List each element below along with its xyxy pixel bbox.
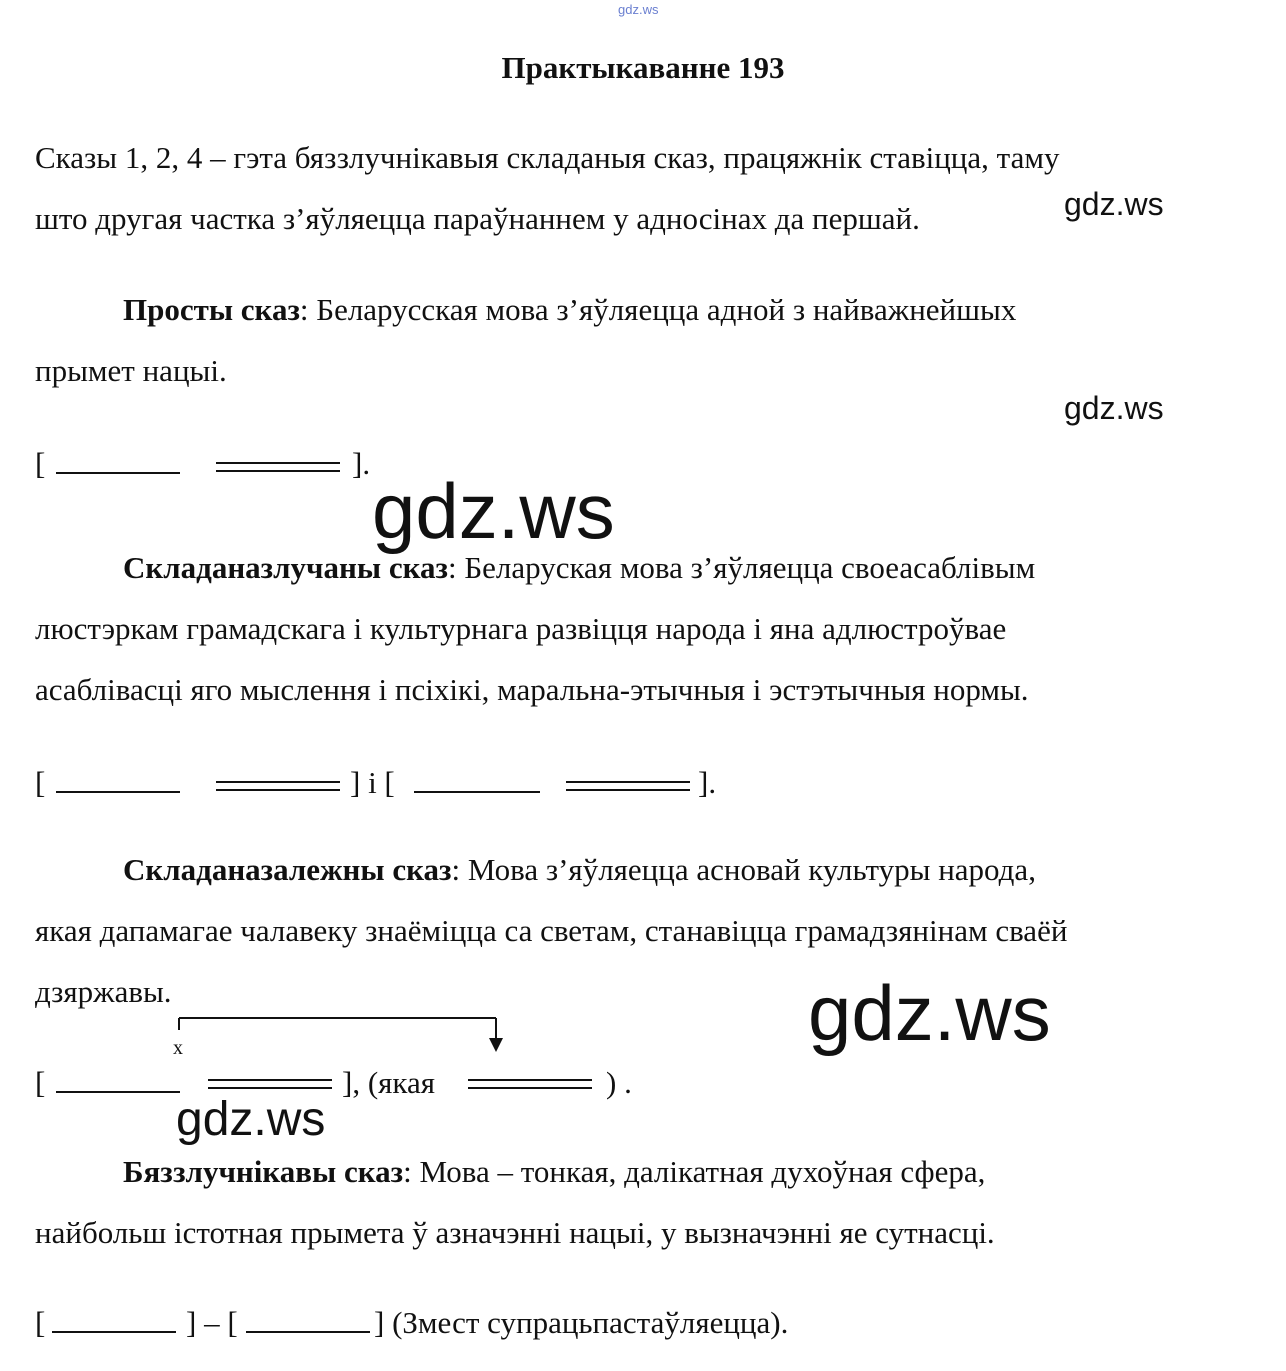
compound-text: : Беларуская мова з’яўляецца своеасаблівым — [447, 550, 1036, 585]
asyndetic-scheme — [35, 1305, 788, 1340]
complex-line-2: якая дапамагае чалавеку знаёміцца са светам, станавіцца грамадзянінам сваёй — [35, 913, 1068, 948]
complex-scheme — [35, 1018, 632, 1100]
watermark: gdz.ws — [372, 467, 615, 555]
compound-scheme — [35, 765, 716, 800]
complex-text: : Мова з’яўляецца асновай культуры народа, — [451, 852, 1036, 887]
watermark: gdz.ws — [1064, 186, 1164, 222]
simple-term: Просты сказ — [123, 292, 300, 327]
watermark-top: gdz.ws — [618, 2, 659, 17]
simple-line-2: прымет нацыі. — [35, 353, 227, 388]
scheme-relative-clause: ], (якая — [342, 1065, 436, 1100]
scheme-bracket-close: ]. — [352, 446, 371, 481]
scheme-bracket-close: ]. — [698, 765, 717, 800]
arrow-head-icon — [489, 1038, 503, 1052]
simple-scheme — [35, 446, 370, 481]
complex-line-3: дзяржавы. — [35, 974, 172, 1009]
compound-term: Складаназлучаны сказ — [123, 550, 448, 585]
complex-term: Складаназалежны сказ — [123, 852, 452, 887]
watermark: gdz.ws — [176, 1093, 326, 1146]
scheme-bracket-open: [ — [35, 1065, 46, 1100]
asyndetic-line-2: найбольш істотная прымета ў азначэнні нацыі, у вызначэнні яе сутнасці. — [35, 1215, 995, 1250]
simple-text: : Беларусская мова з’яўляецца адной з найважнейшых — [299, 292, 1017, 327]
asyndetic-text: : Мова – тонкая, далікатная духоўная сфера, — [403, 1154, 986, 1189]
scheme-bracket-open: [ — [35, 1305, 46, 1340]
watermark: gdz.ws — [808, 969, 1051, 1057]
scheme-bracket-close: ] (Змест супрацьпастаўляецца). — [374, 1305, 789, 1340]
scheme-bracket-open: [ — [35, 446, 46, 481]
question-marker: x — [173, 1037, 183, 1059]
asyndetic-term: Бяззлучнікавы сказ — [123, 1154, 404, 1189]
watermark: gdz.ws — [1064, 390, 1164, 426]
scheme-bracket-close: ) . — [606, 1065, 632, 1100]
scheme-dash: ] – [ — [186, 1305, 238, 1340]
compound-line-2: люстэркам грамадскага і культурнага развіцця народа і яна адлюстроўвае — [35, 611, 1007, 646]
scheme-conjunction: ] і [ — [350, 765, 395, 800]
intro-line-1: Сказы 1, 2, 4 – гэта бяззлучнікавыя складаныя сказ, працяжнік ставіцца, таму — [35, 140, 1060, 175]
compound-line-3: асаблівасці яго мыслення і псіхікі, маральна-этычныя і эстэтычныя нормы. — [35, 672, 1029, 707]
scheme-bracket-open: [ — [35, 765, 46, 800]
page-title: Практыкаванне 193 — [501, 50, 785, 85]
intro-line-2: што другая частка з’яўляецца параўнаннем у адносінах да першай. — [35, 201, 920, 236]
